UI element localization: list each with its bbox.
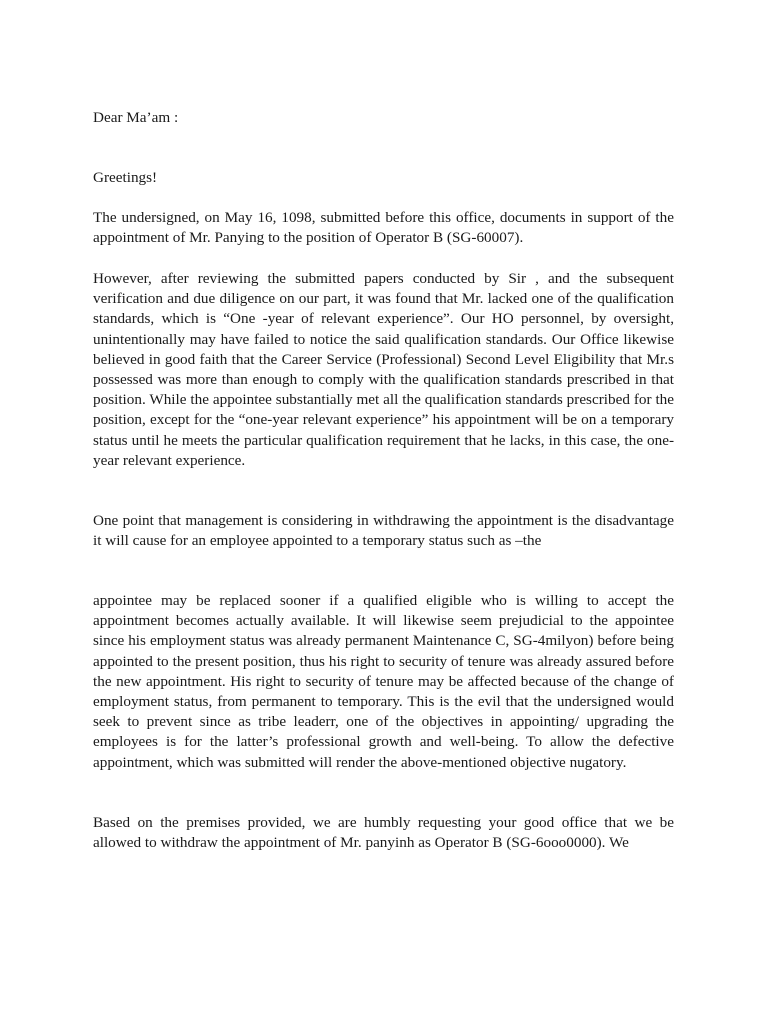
paragraph-request: Based on the premises provided, we are humbly requesting your good office that we be allowed to withdraw the appointment of Mr. panyinh as Operator B (SG-6ooo0000). We bbox=[93, 814, 674, 852]
paragraph-management-consideration: One point that management is considering in withdrawing the appointment is the disadvantage it will cause for an employee appointed to a temporary status such as –the bbox=[93, 512, 674, 550]
paragraph-review-findings: However, after reviewing the submitted papers conducted by Sir , and the subsequent verification and due diligence on our part, it was found that Mr. lacked one of the qualification standards, which is “One -year of relevant experience”. Our HO personnel, by oversight, unintentionally may have failed to notice the said qualification standards. Our Office likewise believed in good faith that the Career Service (Professional) Second Level Eligibility that Mr.s possessed was more than enough to comply with the qualification standards prescribed in that position. While the appointee substantially met all the qualification standards prescribed for the position, except for the “one-year relevant experience” his appointment will be on a temporary status until he meets the particular qualification requirement that he lacks, in this case, the one-year relevant experience. bbox=[93, 270, 674, 469]
paragraph-prejudice: appointee may be replaced sooner if a qualified eligible who is willing to accept the appointment becomes actually available. It will likewise seem prejudicial to the appointee since his employment status was already permanent Maintenance C, SG-4milyon) before being appointed to the present position, thus his right to security of tenure was already assured before the new appointment. His right to security of tenure may be affected because of the change of employment status, from permanent to temporary. This is the evil that the undersigned would seek to prevent since as tribe leaderr, one of the objectives in appointing/ upgrading the employees is for the latter’s professional growth and well-being. To allow the defective appointment, which was submitted will render the above-mentioned objective nugatory. bbox=[93, 592, 674, 771]
salutation: Dear Ma’am : bbox=[93, 109, 179, 126]
paragraph-submission: The undersigned, on May 16, 1098, submitted before this office, documents in support of the appointment of Mr. Panying to the position of Operator B (SG-60007). bbox=[93, 209, 674, 247]
greeting: Greetings! bbox=[93, 169, 158, 186]
